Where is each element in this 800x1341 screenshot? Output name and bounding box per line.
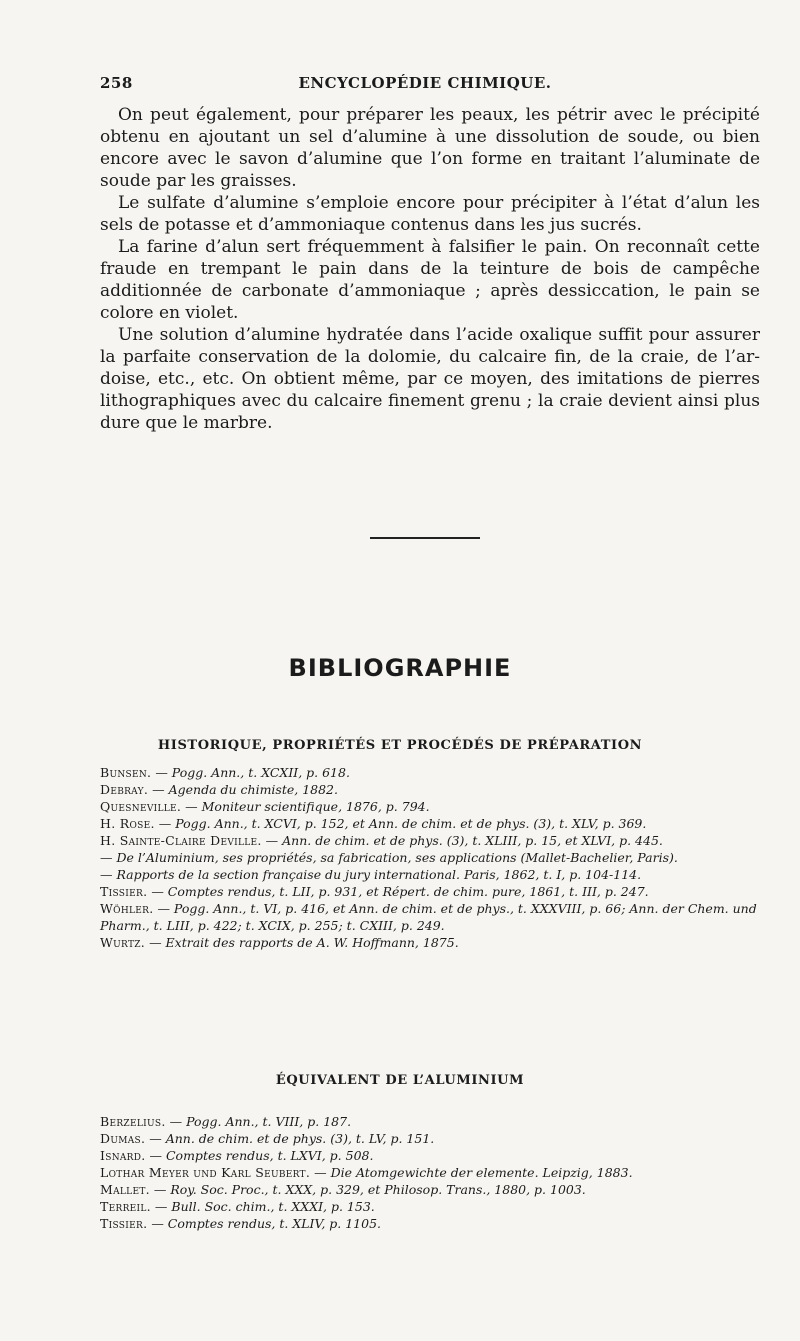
- body-text: [100, 104, 760, 434]
- reference-source: — Pogg. Ann., t. VI, p. 416, et Ann. de chim. et de phys., t. XXXVIII, p. 66; Ann. der Chem. und Pharm., t. LIII, p. 422; t. XCIX, p. 255; t. CXIII, p. 249.: [100, 901, 757, 933]
- reference-author: Berzelius.: [100, 1114, 166, 1129]
- reference-author: Tissier.: [100, 884, 148, 899]
- section-divider: [370, 537, 480, 539]
- reference-entry: [100, 849, 760, 866]
- reference-entry: [100, 883, 760, 900]
- reference-entry: [100, 866, 760, 883]
- reference-source: — Roy. Soc. Proc., t. XXX, p. 329, et Philosop. Trans., 1880, p. 1003.: [149, 1182, 586, 1197]
- reference-source: — Pogg. Ann., t. VIII, p. 187.: [165, 1114, 352, 1129]
- section-heading-equivalent: ÉQUIVALENT DE L’ALUMINIUM: [275, 1073, 525, 1088]
- paragraph: La farine d’alun sert fréquemment à falsifier le pain. On reconnaît cette fraude en trempant le pain dans de la teinture de bois de campêche additionnée de carbonate d’ammoniaque ; après dessiccation, le pain se colore en violet.: [100, 237, 760, 323]
- reference-author: Bunsen.: [100, 765, 152, 780]
- reference-source: — Pogg. Ann., t. XCXII, p. 618.: [151, 765, 350, 780]
- reference-author: Tissier.: [100, 1216, 148, 1231]
- reference-source: — Rapports de la section française du jury international. Paris, 1862, t. I, p. 104-114.: [100, 867, 642, 882]
- reference-author: Terreil.: [100, 1199, 151, 1214]
- reference-entry: [100, 1130, 760, 1147]
- running-title: ENCYCLOPÉDIE CHIMIQUE.: [298, 74, 552, 92]
- reference-entry: [100, 815, 760, 832]
- reference-entry: [100, 1198, 760, 1215]
- reference-list-equivalent: [100, 1113, 760, 1232]
- reference-source: — Die Atomgewichte der elemente. Leipzig, 1883.: [310, 1165, 633, 1180]
- reference-author: Wurtz.: [100, 935, 146, 950]
- reference-source: — Comptes rendus, t. XLIV, p. 1105.: [147, 1216, 382, 1231]
- reference-author: Debray.: [100, 782, 149, 797]
- bibliography-title: BIBLIOGRAPHIE: [288, 654, 512, 682]
- reference-entry: [100, 900, 760, 934]
- reference-entry: [100, 764, 760, 781]
- reference-author: Wöhler.: [100, 901, 154, 916]
- reference-source: — Bull. Soc. chim., t. XXXI, p. 153.: [150, 1199, 375, 1214]
- reference-entry: [100, 1147, 760, 1164]
- reference-entry: [100, 832, 760, 849]
- reference-author: Dumas.: [100, 1131, 146, 1146]
- reference-entry: [100, 1164, 760, 1181]
- reference-author: Isnard.: [100, 1148, 146, 1163]
- reference-source: — Ann. de chim. et de phys. (3), t. XLIII, p. 15, et XLVI, p. 445.: [261, 833, 663, 848]
- reference-source: — Moniteur scientifique, 1876, p. 794.: [181, 799, 430, 814]
- reference-author: H. Sainte-Claire Deville.: [100, 833, 262, 848]
- reference-source: — Extrait des rapports de A. W. Hoffmann, 1875.: [145, 935, 459, 950]
- page-header: [100, 74, 750, 94]
- reference-entry: [100, 1181, 760, 1198]
- reference-entry: [100, 1113, 760, 1130]
- reference-source: — Pogg. Ann., t. XCVI, p. 152, et Ann. de chim. et de phys. (3), t. XLV, p. 369.: [154, 816, 647, 831]
- reference-entry: [100, 798, 760, 815]
- paragraph: On peut également, pour préparer les peaux, les pétrir avec le précipité obtenu en ajoutant un sel d’alumine à une dissolution de soude, ou bien encore avec le savon d’alumine que l’on forme en traitant l’aluminate de soude par les graisses.: [100, 105, 760, 191]
- reference-source: — Agenda du chimiste, 1882.: [148, 782, 338, 797]
- paragraph: Une solution d’alumine hydratée dans l’acide oxalique suffit pour assurer la parfaite conservation de la dolomie, du calcaire fin, de la craie, de l’ardoise, etc., etc. On obtient même, par ce moyen, des imitations de pierres lithographiques avec du calcaire finement grenu ; la craie devient ainsi plus dure que le marbre.: [100, 325, 760, 433]
- page-number: 258: [100, 74, 133, 92]
- reference-author: Mallet.: [100, 1182, 150, 1197]
- reference-entry: [100, 934, 760, 951]
- reference-author: Quesneville.: [100, 799, 182, 814]
- reference-entry: [100, 1215, 760, 1232]
- reference-source: — Comptes rendus, t. LII, p. 931, et Répert. de chim. pure, 1861, t. III, p. 247.: [147, 884, 649, 899]
- paragraph: Le sulfate d’alumine s’emploie encore pour précipiter à l’état d’alun les sels de potasse et d’ammoniaque contenus dans les jus sucrés.: [100, 193, 760, 235]
- reference-source: — Comptes rendus, t. LXVI, p. 508.: [145, 1148, 374, 1163]
- reference-author: Lothar Meyer und Karl Seubert.: [100, 1165, 311, 1180]
- reference-entry: [100, 781, 760, 798]
- reference-list-historique: [100, 764, 760, 951]
- reference-author: H. Rose.: [100, 816, 155, 831]
- reference-source: — Ann. de chim. et de phys. (3), t. LV, p. 151.: [145, 1131, 435, 1146]
- reference-source: — De l’Aluminium, ses propriétés, sa fabrication, ses applications (Mallet-Bachelier, Paris).: [100, 850, 678, 865]
- section-heading-historique: HISTORIQUE, PROPRIÉTÉS ET PROCÉDÉS DE PRÉPARATION: [157, 738, 643, 753]
